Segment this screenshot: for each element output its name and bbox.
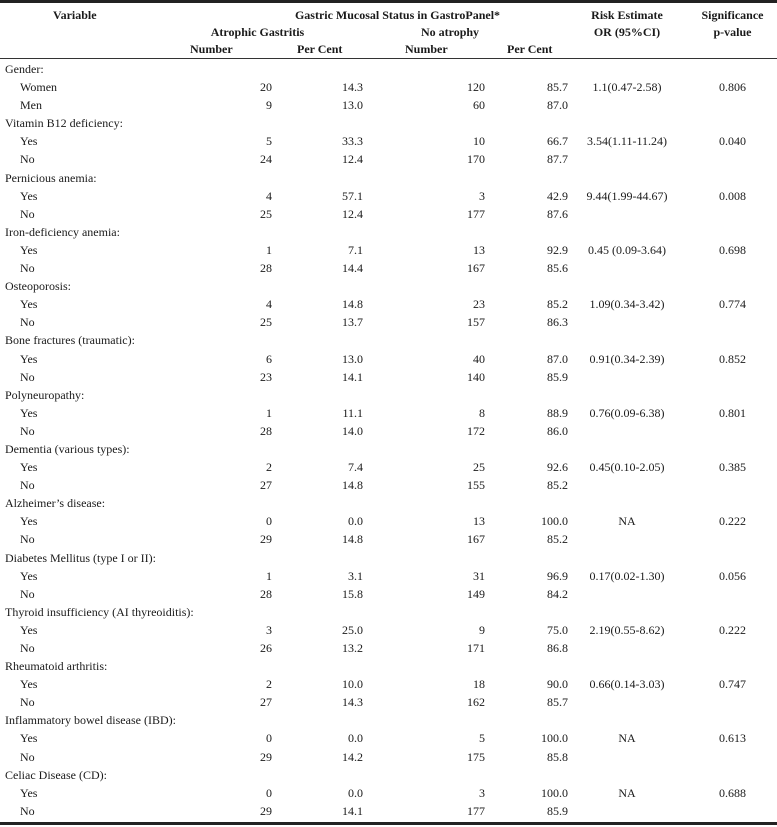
no-atrophy-number: 162 bbox=[467, 695, 485, 710]
atrophic-percent: 11.1 bbox=[342, 405, 363, 420]
category-label: Iron-deficiency anemia: bbox=[5, 224, 120, 239]
no-atrophy-percent: 85.6 bbox=[547, 261, 568, 276]
category-label: Pernicious anemia: bbox=[5, 170, 97, 185]
row-label: No bbox=[20, 586, 35, 601]
row-label: No bbox=[20, 369, 35, 384]
no-atrophy-number: 8 bbox=[479, 405, 485, 420]
atrophic-number: 27 bbox=[260, 695, 272, 710]
row-label: Yes bbox=[20, 351, 38, 366]
odds-ratio: 2.19(0.55-8.62) bbox=[589, 622, 665, 637]
table-row bbox=[0, 512, 777, 530]
no-atrophy-percent: 87.0 bbox=[547, 351, 568, 366]
p-value: 0.698 bbox=[719, 242, 746, 257]
atrophic-number: 28 bbox=[260, 261, 272, 276]
no-atrophy-number: 149 bbox=[467, 586, 485, 601]
no-atrophy-number: 170 bbox=[467, 152, 485, 167]
no-atrophy-percent: 84.2 bbox=[547, 586, 568, 601]
no-atrophy-number: 18 bbox=[473, 677, 485, 692]
atrophic-number: 25 bbox=[260, 206, 272, 221]
category-label: Bone fractures (traumatic): bbox=[5, 333, 135, 348]
no-atrophy-percent: 100.0 bbox=[541, 785, 568, 800]
odds-ratio: 0.45 (0.09-3.64) bbox=[588, 242, 666, 257]
atrophic-number: 28 bbox=[260, 586, 272, 601]
no-atrophy-number: 177 bbox=[467, 803, 485, 818]
no-atrophy-percent: 75.0 bbox=[547, 622, 568, 637]
table-row bbox=[0, 802, 777, 820]
table-row bbox=[0, 530, 777, 548]
atrophic-percent: 14.8 bbox=[342, 478, 363, 493]
table-row bbox=[0, 350, 777, 368]
no-atrophy-number: 3 bbox=[479, 188, 485, 203]
no-atrophy-number: 9 bbox=[479, 622, 485, 637]
category-label: Osteoporosis: bbox=[5, 279, 71, 294]
row-label: Yes bbox=[20, 622, 38, 637]
atrophic-percent: 7.4 bbox=[348, 460, 363, 475]
atrophic-number: 27 bbox=[260, 478, 272, 493]
no-atrophy-percent: 85.2 bbox=[547, 532, 568, 547]
odds-ratio: 0.17(0.02-1.30) bbox=[589, 568, 665, 583]
atrophic-number: 1 bbox=[266, 405, 272, 420]
atrophic-number: 4 bbox=[266, 297, 272, 312]
table-row bbox=[0, 241, 777, 259]
table-row bbox=[0, 187, 777, 205]
no-atrophy-percent: 96.9 bbox=[547, 568, 568, 583]
category-row bbox=[0, 494, 777, 512]
category-row bbox=[0, 114, 777, 132]
category-row bbox=[0, 440, 777, 458]
odds-ratio: 0.45(0.10-2.05) bbox=[589, 460, 665, 475]
odds-ratio: 1.09(0.34-3.42) bbox=[589, 297, 665, 312]
category-row bbox=[0, 60, 777, 78]
atrophic-percent: 12.4 bbox=[342, 152, 363, 167]
atrophic-percent: 57.1 bbox=[342, 188, 363, 203]
no-atrophy-percent: 92.9 bbox=[547, 242, 568, 257]
atrophic-percent: 7.1 bbox=[348, 242, 363, 257]
row-label: Yes bbox=[20, 785, 38, 800]
atrophic-percent: 10.0 bbox=[342, 677, 363, 692]
row-label: No bbox=[20, 749, 35, 764]
table-row bbox=[0, 476, 777, 494]
p-value: 0.222 bbox=[719, 514, 746, 529]
table-row bbox=[0, 313, 777, 331]
table-top-rule bbox=[0, 0, 777, 3]
header-percent-no-atrophy: Per Cent bbox=[507, 42, 553, 56]
header-group-title: Gastric Mucosal Status in GastroPanel* bbox=[294, 8, 501, 22]
atrophic-percent: 13.2 bbox=[342, 641, 363, 655]
row-label: No bbox=[20, 315, 35, 330]
atrophic-number: 5 bbox=[266, 134, 272, 149]
atrophic-number: 29 bbox=[260, 532, 272, 547]
table-row bbox=[0, 675, 777, 693]
category-row bbox=[0, 223, 777, 241]
atrophic-number: 1 bbox=[266, 568, 272, 583]
no-atrophy-number: 157 bbox=[467, 315, 485, 330]
no-atrophy-percent: 86.3 bbox=[547, 315, 568, 330]
table-row bbox=[0, 567, 777, 585]
row-label: No bbox=[20, 532, 35, 547]
atrophic-number: 24 bbox=[260, 152, 272, 167]
header-or-ci: OR (95%CI) bbox=[593, 25, 661, 39]
no-atrophy-percent: 87.7 bbox=[547, 152, 568, 167]
no-atrophy-number: 5 bbox=[479, 731, 485, 746]
atrophic-number: 9 bbox=[266, 98, 272, 113]
no-atrophy-number: 177 bbox=[467, 206, 485, 221]
atrophic-percent: 14.4 bbox=[342, 261, 363, 276]
no-atrophy-percent: 42.9 bbox=[547, 188, 568, 203]
no-atrophy-percent: 85.9 bbox=[547, 803, 568, 818]
category-row bbox=[0, 766, 777, 784]
no-atrophy-number: 172 bbox=[467, 423, 485, 438]
table-row bbox=[0, 585, 777, 603]
p-value: 0.040 bbox=[719, 134, 746, 149]
table-row bbox=[0, 150, 777, 168]
odds-ratio: 0.91(0.34-2.39) bbox=[589, 351, 665, 366]
atrophic-percent: 13.0 bbox=[342, 98, 363, 113]
table-row bbox=[0, 132, 777, 150]
row-label: Yes bbox=[20, 405, 38, 420]
atrophic-percent: 14.0 bbox=[342, 423, 363, 438]
category-row bbox=[0, 657, 777, 675]
table-bottom-rule bbox=[0, 822, 777, 825]
row-label: Yes bbox=[20, 460, 38, 475]
table-row bbox=[0, 404, 777, 422]
atrophic-percent: 0.0 bbox=[348, 731, 363, 746]
p-value: 0.008 bbox=[719, 188, 746, 203]
atrophic-number: 25 bbox=[260, 315, 272, 330]
no-atrophy-percent: 85.2 bbox=[547, 297, 568, 312]
row-label: Men bbox=[20, 98, 42, 113]
p-value: 0.806 bbox=[719, 80, 746, 95]
atrophic-number: 29 bbox=[260, 749, 272, 764]
odds-ratio: NA bbox=[618, 785, 636, 800]
category-label: Rheumatoid arthritis: bbox=[5, 659, 108, 674]
atrophic-percent: 25.0 bbox=[342, 622, 363, 637]
no-atrophy-percent: 86.8 bbox=[547, 641, 568, 655]
atrophic-percent: 14.1 bbox=[342, 803, 363, 818]
atrophic-number: 6 bbox=[266, 351, 272, 366]
row-label: Yes bbox=[20, 134, 38, 149]
atrophic-number: 28 bbox=[260, 423, 272, 438]
category-row bbox=[0, 386, 777, 404]
row-label: No bbox=[20, 695, 35, 710]
p-value: 0.613 bbox=[719, 731, 746, 746]
category-label: Diabetes Mellitus (type I or II): bbox=[5, 550, 156, 565]
header-risk-estimate: Risk Estimate bbox=[591, 8, 663, 22]
table-row bbox=[0, 729, 777, 747]
row-label: No bbox=[20, 206, 35, 221]
atrophic-percent: 0.0 bbox=[348, 514, 363, 529]
row-label: Yes bbox=[20, 731, 38, 746]
atrophic-number: 0 bbox=[266, 731, 272, 746]
atrophic-percent: 0.0 bbox=[348, 785, 363, 800]
category-row bbox=[0, 277, 777, 295]
category-label: Inflammatory bowel disease (IBD): bbox=[5, 713, 176, 728]
no-atrophy-percent: 100.0 bbox=[541, 514, 568, 529]
table-row bbox=[0, 368, 777, 386]
atrophic-number: 2 bbox=[266, 460, 272, 475]
p-value: 0.801 bbox=[719, 405, 746, 420]
p-value: 0.747 bbox=[719, 677, 746, 692]
no-atrophy-number: 13 bbox=[473, 242, 485, 257]
no-atrophy-number: 140 bbox=[467, 369, 485, 384]
p-value: 0.774 bbox=[719, 297, 746, 312]
no-atrophy-number: 167 bbox=[467, 532, 485, 547]
no-atrophy-percent: 66.7 bbox=[547, 134, 568, 149]
atrophic-number: 4 bbox=[266, 188, 272, 203]
no-atrophy-number: 155 bbox=[467, 478, 485, 493]
atrophic-number: 20 bbox=[260, 80, 272, 95]
category-row bbox=[0, 603, 777, 621]
category-label: Celiac Disease (CD): bbox=[5, 767, 107, 782]
table-row bbox=[0, 458, 777, 476]
category-label: Polyneuropathy: bbox=[5, 387, 85, 402]
row-label: Women bbox=[20, 80, 58, 95]
header-p-value: p-value bbox=[713, 25, 752, 39]
no-atrophy-number: 25 bbox=[473, 460, 485, 475]
no-atrophy-number: 171 bbox=[467, 641, 485, 655]
atrophic-number: 29 bbox=[260, 803, 272, 818]
no-atrophy-percent: 86.0 bbox=[547, 423, 568, 438]
no-atrophy-percent: 100.0 bbox=[541, 731, 568, 746]
header-number-atrophic: Number bbox=[190, 42, 233, 56]
p-value: 0.688 bbox=[719, 785, 746, 800]
no-atrophy-number: 31 bbox=[473, 568, 485, 583]
atrophic-percent: 3.1 bbox=[348, 568, 363, 583]
no-atrophy-percent: 85.9 bbox=[547, 369, 568, 384]
odds-ratio: NA bbox=[618, 731, 636, 746]
no-atrophy-percent: 85.2 bbox=[547, 478, 568, 493]
table-row bbox=[0, 748, 777, 766]
table-row bbox=[0, 295, 777, 313]
atrophic-percent: 14.2 bbox=[342, 749, 363, 764]
table-row bbox=[0, 78, 777, 96]
atrophic-number: 23 bbox=[260, 369, 272, 384]
no-atrophy-percent: 85.7 bbox=[547, 695, 568, 710]
row-label: No bbox=[20, 478, 35, 493]
no-atrophy-number: 13 bbox=[473, 514, 485, 529]
no-atrophy-number: 120 bbox=[467, 80, 485, 95]
row-label: Yes bbox=[20, 677, 38, 692]
atrophic-number: 0 bbox=[266, 514, 272, 529]
category-label: Dementia (various types): bbox=[5, 441, 130, 456]
atrophic-percent: 13.0 bbox=[342, 351, 363, 366]
atrophic-percent: 33.3 bbox=[342, 134, 363, 149]
table-row bbox=[0, 259, 777, 277]
row-label: No bbox=[20, 641, 35, 655]
category-label: Thyroid insufficiency (AI thyreoiditis): bbox=[5, 604, 194, 619]
row-label: Yes bbox=[20, 242, 38, 257]
header-significance: Significance bbox=[701, 8, 764, 22]
no-atrophy-percent: 85.7 bbox=[547, 80, 568, 95]
no-atrophy-number: 3 bbox=[479, 785, 485, 800]
atrophic-number: 26 bbox=[260, 641, 272, 655]
odds-ratio: NA bbox=[618, 514, 636, 529]
row-label: Yes bbox=[20, 188, 38, 203]
atrophic-percent: 12.4 bbox=[342, 206, 363, 221]
category-label: Alzheimer’s disease: bbox=[5, 496, 106, 511]
no-atrophy-number: 175 bbox=[467, 749, 485, 764]
p-value: 0.056 bbox=[719, 568, 746, 583]
no-atrophy-number: 60 bbox=[473, 98, 485, 113]
no-atrophy-percent: 85.8 bbox=[547, 749, 568, 764]
header-rule bbox=[0, 58, 777, 59]
atrophic-percent: 14.1 bbox=[342, 369, 363, 384]
table-row bbox=[0, 96, 777, 114]
row-label: No bbox=[20, 423, 35, 438]
no-atrophy-percent: 90.0 bbox=[547, 677, 568, 692]
row-label: Yes bbox=[20, 568, 38, 583]
atrophic-number: 0 bbox=[266, 785, 272, 800]
no-atrophy-number: 23 bbox=[473, 297, 485, 312]
p-value: 0.852 bbox=[719, 351, 746, 366]
table-row bbox=[0, 205, 777, 223]
atrophic-number: 2 bbox=[266, 677, 272, 692]
row-label: No bbox=[20, 261, 35, 276]
table-row bbox=[0, 784, 777, 802]
category-row bbox=[0, 711, 777, 729]
row-label: No bbox=[20, 803, 35, 818]
header-percent-atrophic: Per Cent bbox=[297, 42, 343, 56]
no-atrophy-number: 10 bbox=[473, 134, 485, 149]
category-label: Gender: bbox=[5, 62, 44, 76]
header-no-atrophy: No atrophy bbox=[420, 25, 480, 39]
no-atrophy-number: 40 bbox=[473, 351, 485, 366]
header-number-no-atrophy: Number bbox=[405, 42, 448, 56]
row-label: No bbox=[20, 152, 35, 167]
atrophic-percent: 14.3 bbox=[342, 695, 363, 710]
no-atrophy-number: 167 bbox=[467, 261, 485, 276]
atrophic-number: 1 bbox=[266, 242, 272, 257]
table-row bbox=[0, 693, 777, 711]
header-atrophic: Atrophic Gastritis bbox=[210, 25, 305, 39]
table-row bbox=[0, 639, 777, 657]
table-row bbox=[0, 422, 777, 440]
category-row bbox=[0, 331, 777, 349]
atrophic-number: 3 bbox=[266, 622, 272, 637]
no-atrophy-percent: 92.6 bbox=[547, 460, 568, 475]
no-atrophy-percent: 88.9 bbox=[547, 405, 568, 420]
category-row bbox=[0, 549, 777, 567]
table-row bbox=[0, 621, 777, 639]
category-label: Vitamin B12 deficiency: bbox=[5, 116, 123, 131]
atrophic-percent: 13.7 bbox=[342, 315, 363, 330]
p-value: 0.385 bbox=[719, 460, 746, 475]
no-atrophy-percent: 87.0 bbox=[547, 98, 568, 113]
odds-ratio: 3.54(1.11-11.24) bbox=[586, 134, 668, 149]
table-body bbox=[0, 60, 777, 820]
p-value: 0.222 bbox=[719, 622, 746, 637]
header-variable: Variable bbox=[53, 8, 97, 22]
atrophic-percent: 14.3 bbox=[342, 80, 363, 95]
odds-ratio: 1.1(0.47-2.58) bbox=[592, 80, 662, 95]
row-label: Yes bbox=[20, 514, 38, 529]
atrophic-percent: 14.8 bbox=[342, 532, 363, 547]
atrophic-percent: 14.8 bbox=[342, 297, 363, 312]
row-label: Yes bbox=[20, 297, 38, 312]
atrophic-percent: 15.8 bbox=[342, 586, 363, 601]
odds-ratio: 9.44(1.99-44.67) bbox=[586, 188, 668, 203]
no-atrophy-percent: 87.6 bbox=[547, 206, 568, 221]
odds-ratio: 0.66(0.14-3.03) bbox=[589, 677, 665, 692]
odds-ratio: 0.76(0.09-6.38) bbox=[589, 405, 665, 420]
category-row bbox=[0, 169, 777, 187]
